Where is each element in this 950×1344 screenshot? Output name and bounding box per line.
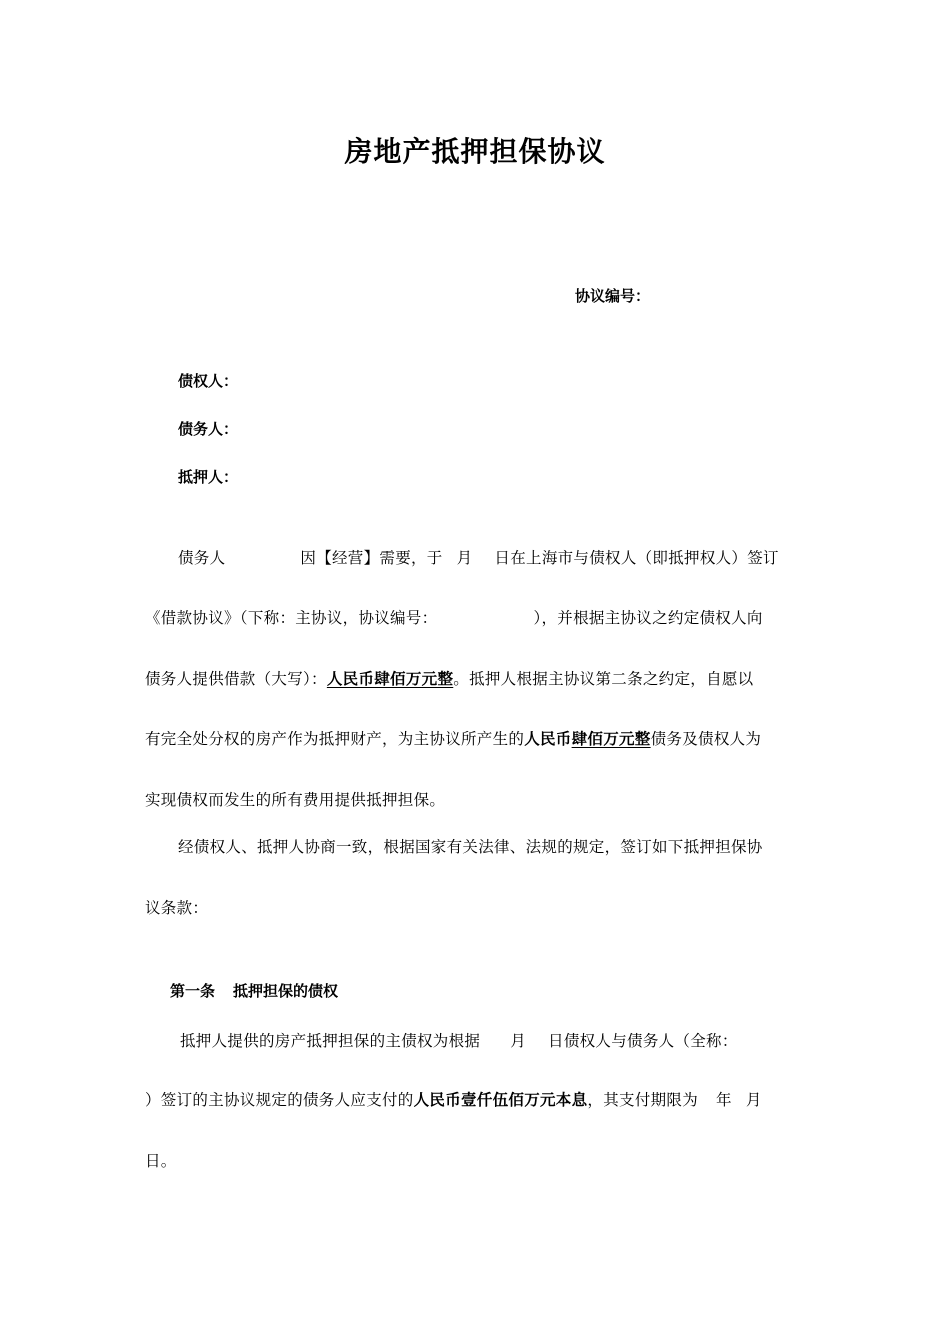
para1-signing: 日在上海市与债权人（即抵押权人）签订 [494, 549, 779, 567]
para1-debtor-word: 债务人 [178, 549, 226, 567]
para1-line1 [178, 547, 805, 569]
para1-according: ），并根据主协议之约定债权人向 [533, 609, 763, 627]
article1-year: 年 [716, 1091, 732, 1109]
para1-month: 月 [456, 549, 473, 567]
debtor-label: 债务人： [178, 420, 239, 438]
para1-line4 [145, 728, 805, 750]
para1-line5: 实现债权而发生的所有费用提供抵押担保。 [145, 791, 446, 809]
para1-debt-and: 债务及债权人为 [650, 730, 762, 748]
agreement-number-label: 协议编号： [575, 287, 651, 305]
article1-number: 第一条 [170, 982, 216, 1000]
para1-line3 [145, 668, 805, 690]
article1-main-claim: 抵押人提供的房产抵押担保的主债权为根据 [180, 1032, 481, 1050]
article1-month2: 月 [745, 1091, 762, 1109]
principal-interest-amount: 人民币壹仟伍佰万元本息 [413, 1091, 588, 1109]
para1-line2 [145, 607, 805, 629]
article1-line2 [145, 1089, 805, 1111]
article1-line1 [180, 1030, 805, 1052]
mortgagor-label: 抵押人： [178, 468, 239, 486]
para2-line2: 议条款： [145, 899, 209, 917]
para1-reason: 因【经营】需要，于 [300, 549, 443, 567]
creditor-label: 债权人： [178, 372, 239, 390]
article1-term: ，其支付期限为 [587, 1091, 699, 1109]
debt-amount: 肆佰万元整 [571, 730, 651, 748]
article1-month: 月 [510, 1032, 527, 1050]
article1-signed: ）签订的主协议规定的债务人应支付的 [145, 1091, 414, 1109]
para2-line1: 经债权人、抵押人协商一致，根据国家有关法律、法规的规定，签订如下抵押担保协 [178, 838, 763, 856]
para1-loan-agreement: 《借款协议》（下称：主协议，协议编号： [145, 609, 438, 627]
article1-title: 抵押担保的债权 [233, 982, 339, 1000]
article1-line3: 日。 [145, 1152, 177, 1170]
article1-day-parties: 日债权人与债务人（全称： [548, 1032, 738, 1050]
para1-property: 有完全处分权的房产作为抵押财产，为主协议所产生的 [145, 730, 525, 748]
para1-loan-provided: 债务人提供借款（大写）： [145, 670, 327, 688]
para1-voluntary: 。抵押人根据主协议第二条之约定，自愿以 [453, 670, 754, 688]
loan-amount: 人民币肆佰万元整 [326, 670, 454, 688]
article1-heading [170, 980, 338, 1001]
debt-amount-prefix: 人民币 [524, 730, 572, 748]
document-title: 房地产抵押担保协议 [344, 135, 606, 168]
